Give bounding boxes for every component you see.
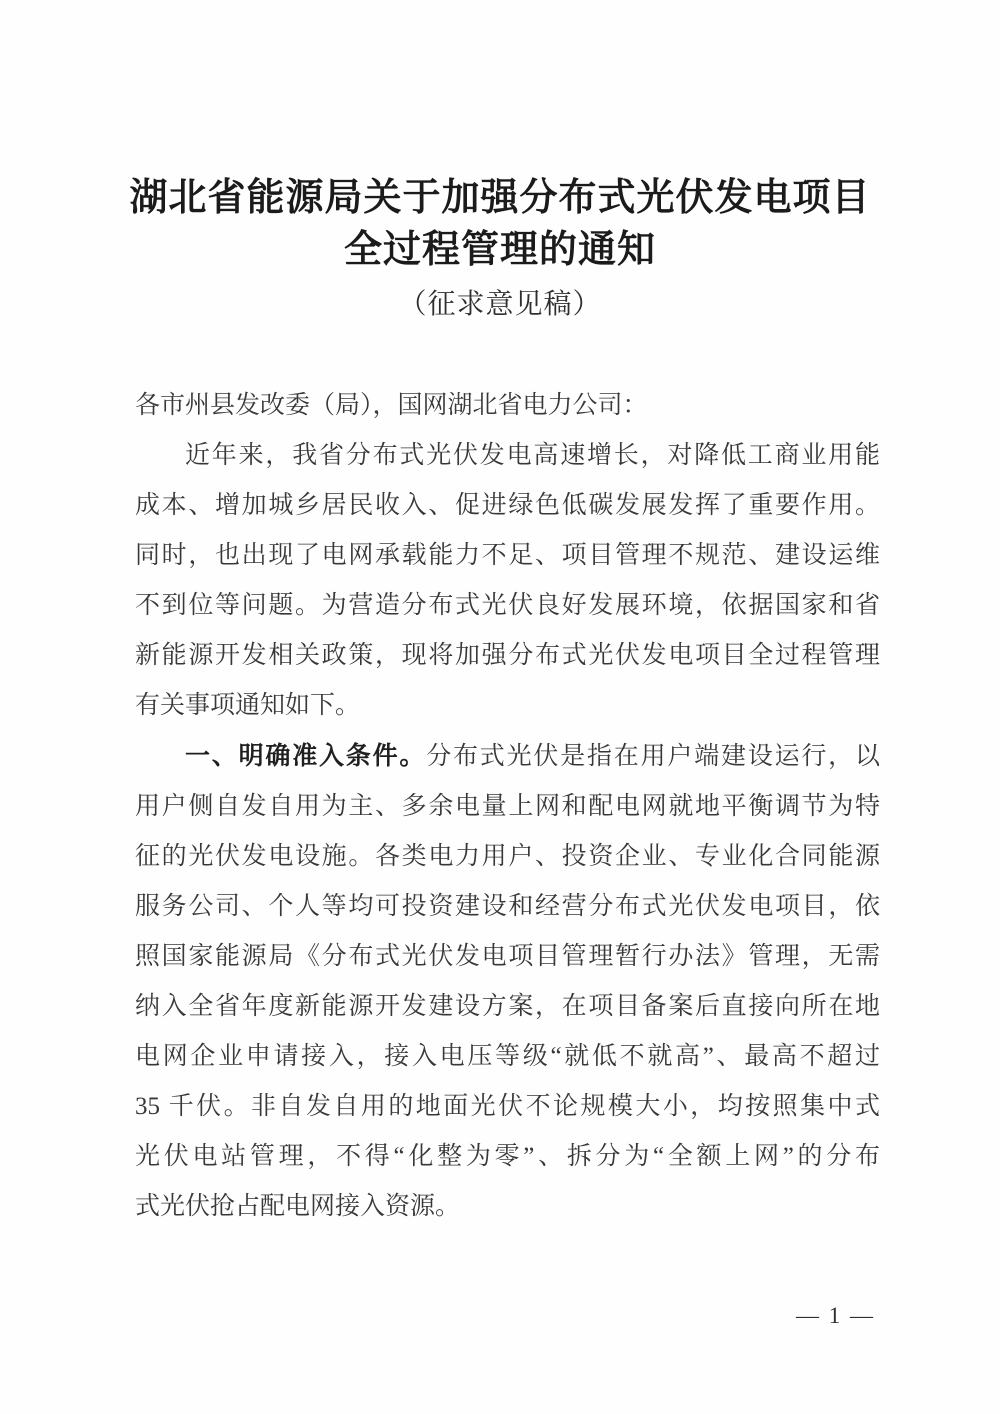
text-line: 照国家能源局《分布式光伏发电项目管理暂行办法》管理，无需 [135,943,880,970]
text-line: 电网企业申请接入，接入电压等级“就低不就高”、最高不超过 [135,1043,880,1070]
salutation: 各市州县发改委（局），国网湖北省电力公司： [135,392,648,419]
text-line: 不到位等问题。为营造分布式光伏良好发展环境，依据国家和省 [135,592,880,619]
document-body [135,381,880,1232]
section-1-paragraph [135,731,880,1232]
document-subtitle: （征求意见稿） [398,289,602,320]
text-line: 成本、增加城乡居民收入、促进绿色低碳发展发挥了重要作用。 [135,492,880,519]
text-line: 35 千伏。非自发自用的地面光伏不论规模大小，均按照集中式 [135,1093,880,1120]
section-heading: 一、明确准入条件。 [185,742,427,770]
text-line: 新能源开发相关政策，现将加强分布式光伏发电项目全过程管理 [135,642,880,669]
intro-paragraph [135,431,880,731]
text-line [135,731,880,782]
section-text: 分布式光伏是指在用户端建设运行，以 [426,743,880,770]
text-line: 征的光伏发电设施。各类电力用户、投资企业、专业化合同能源 [135,843,880,870]
text-line: 近年来，我省分布式光伏发电高速增长，对降低工商业用能 [185,442,880,469]
text-line: 式光伏抢占配电网接入资源。 [135,1193,461,1220]
document-title [60,172,940,276]
text-line: 有关事项通知如下。 [135,692,361,719]
title-line-1: 湖北省能源局关于加强分布式光伏发电项目 [129,177,871,219]
text-line: 服务公司、个人等均可投资建设和经营分布式光伏发电项目，依 [135,893,880,920]
text-line: 光伏电站管理，不得“化整为零”、拆分为“全额上网”的分布 [135,1143,880,1170]
page-number: — 1 — [796,1303,875,1328]
text-line: 同时，也出现了电网承载能力不足、项目管理不规范、建设运维 [135,542,880,569]
text-line: 纳入全省年度新能源开发建设方案，在项目备案后直接向所在地 [135,993,880,1020]
text-line: 用户侧自发自用为主、多余电量上网和配电网就地平衡调节为特 [135,793,880,820]
title-line-2: 全过程管理的通知 [343,229,656,271]
